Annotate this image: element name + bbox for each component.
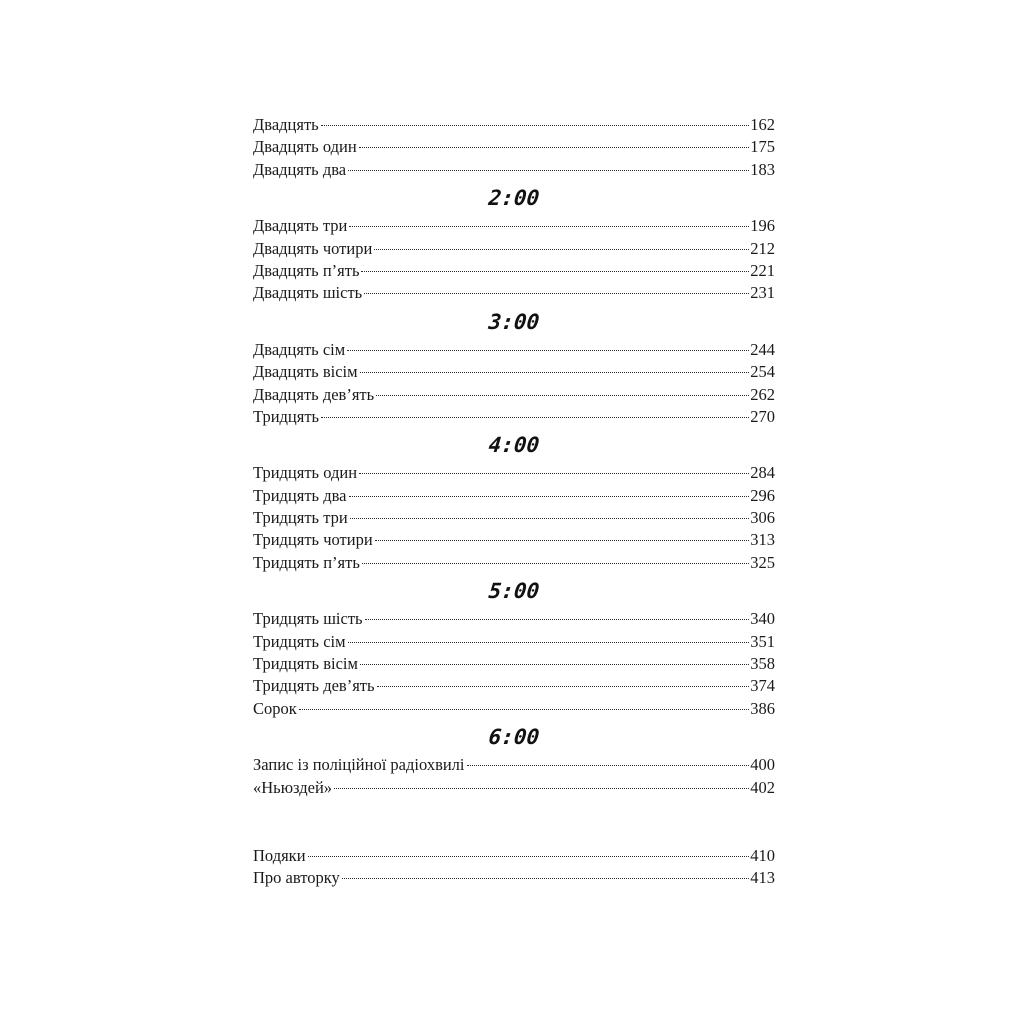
- toc-entry: [253, 777, 775, 799]
- toc-entry: [253, 653, 775, 675]
- dot-leader: [364, 293, 749, 294]
- entry-page: 400: [750, 755, 775, 775]
- dot-leader: [377, 686, 750, 687]
- toc-section: [253, 574, 775, 720]
- toc-entry: [253, 406, 775, 428]
- toc-section: [253, 305, 775, 429]
- entry-title: Двадцять чотири: [253, 238, 373, 258]
- toc-entry: [253, 698, 775, 720]
- dot-leader: [349, 226, 749, 227]
- entry-title: Тридцять шість: [253, 609, 363, 629]
- entry-title: Тридцять п’ять: [253, 552, 360, 572]
- entry-page: 183: [750, 159, 775, 179]
- back-matter: [253, 845, 775, 890]
- entry-title: Тридцять два: [253, 485, 347, 505]
- toc-entry: [253, 485, 775, 507]
- entry-page: 270: [750, 406, 775, 426]
- entry-page: 221: [750, 260, 775, 280]
- dot-leader: [375, 540, 750, 541]
- section-gap: [253, 799, 775, 845]
- hour-heading: 6:00: [487, 725, 541, 750]
- entry-title: Двадцять два: [253, 159, 347, 179]
- entry-page: 410: [750, 845, 775, 865]
- dot-leader: [349, 496, 750, 497]
- entry-title: Двадцять п’ять: [253, 260, 360, 280]
- entry-title: Двадцять сім: [253, 339, 346, 359]
- entry-title: Тридцять один: [253, 463, 358, 483]
- entry-page: 351: [750, 631, 775, 651]
- entry-page: 386: [750, 698, 775, 718]
- toc-entry: [253, 507, 775, 529]
- toc-entry: [253, 754, 775, 776]
- entry-page: 212: [750, 238, 775, 258]
- entry-title: Тридцять сім: [253, 631, 346, 651]
- entry-title: Подяки: [253, 845, 306, 865]
- entry-page: 175: [750, 137, 775, 157]
- dot-leader: [365, 619, 750, 620]
- entry-title: Тридцять чотири: [253, 530, 373, 550]
- toc-entry: [253, 384, 775, 406]
- entry-page: 313: [750, 530, 775, 550]
- dot-leader: [360, 372, 750, 373]
- dot-leader: [360, 664, 749, 665]
- dot-leader: [374, 249, 749, 250]
- dot-leader: [299, 709, 749, 710]
- toc-entry: [253, 529, 775, 551]
- dot-leader: [308, 856, 750, 857]
- entry-page: 374: [750, 676, 775, 696]
- entry-page: 244: [750, 339, 775, 359]
- entry-page: 254: [750, 362, 775, 382]
- dot-leader: [342, 878, 749, 879]
- dot-leader: [359, 473, 749, 474]
- toc-entry: [253, 867, 775, 889]
- entry-title: Двадцять шість: [253, 283, 363, 303]
- entry-page: 231: [750, 283, 775, 303]
- entry-title: Двадцять один: [253, 137, 357, 157]
- dot-leader: [359, 147, 750, 148]
- entry-title: Двадцять: [253, 115, 319, 134]
- toc-entry: [253, 260, 775, 282]
- entry-title: Тридцять вісім: [253, 654, 358, 674]
- toc-entry: [253, 339, 775, 361]
- entry-title: Тридцять: [253, 406, 320, 426]
- toc-entry: [253, 282, 775, 304]
- toc-entry: [253, 361, 775, 383]
- dot-leader: [348, 170, 749, 171]
- toc-entry: [253, 238, 775, 260]
- dot-leader: [362, 563, 749, 564]
- entry-page: 306: [750, 508, 775, 528]
- dot-leader: [348, 642, 750, 643]
- hour-heading: 3:00: [487, 309, 541, 334]
- entry-title: Тридцять три: [253, 508, 348, 528]
- entry-page: 325: [750, 552, 775, 572]
- hour-heading: 4:00: [487, 433, 541, 458]
- entry-page: 402: [750, 777, 775, 797]
- table-of-contents: [253, 114, 775, 890]
- toc-section: [253, 428, 775, 574]
- toc-entry: [253, 675, 775, 697]
- dot-leader: [376, 395, 749, 396]
- entry-title: Сорок: [253, 698, 297, 718]
- entry-page: 413: [750, 868, 775, 888]
- toc-entry: [253, 608, 775, 630]
- toc-section: [253, 114, 775, 181]
- entry-title: Про авторку: [253, 868, 340, 888]
- entry-title: Запис із поліційної радіохвилі: [253, 755, 465, 775]
- entry-page: 262: [750, 384, 775, 404]
- toc-entry: [253, 462, 775, 484]
- hour-heading: 5:00: [487, 579, 541, 604]
- toc-section: [253, 720, 775, 799]
- dot-leader: [347, 350, 749, 351]
- toc-entry: [253, 552, 775, 574]
- dot-leader: [321, 125, 750, 126]
- toc-section: [253, 181, 775, 305]
- dot-leader: [350, 518, 750, 519]
- dot-leader: [334, 788, 749, 789]
- entry-page: 296: [750, 485, 775, 505]
- dot-leader: [321, 417, 749, 418]
- entry-title: Тридцять дев’ять: [253, 676, 375, 696]
- entry-page: 358: [750, 654, 775, 674]
- entry-page: 340: [750, 609, 775, 629]
- entry-page: 162: [750, 115, 775, 134]
- toc-entry: [253, 845, 775, 867]
- toc-entry: [253, 631, 775, 653]
- entry-title: «Ньюздей»: [253, 777, 333, 797]
- entry-title: Двадцять три: [253, 216, 348, 236]
- dot-leader: [361, 271, 749, 272]
- entry-page: 196: [750, 216, 775, 236]
- entry-page: 284: [750, 463, 775, 483]
- toc-entry: [253, 215, 775, 237]
- entry-title: Двадцять дев’ять: [253, 384, 375, 404]
- toc-entry: [253, 159, 775, 181]
- dot-leader: [467, 765, 750, 766]
- hour-heading: 2:00: [487, 186, 541, 211]
- toc-entry: [253, 136, 775, 158]
- toc-entry: [253, 114, 775, 136]
- entry-title: Двадцять вісім: [253, 362, 358, 382]
